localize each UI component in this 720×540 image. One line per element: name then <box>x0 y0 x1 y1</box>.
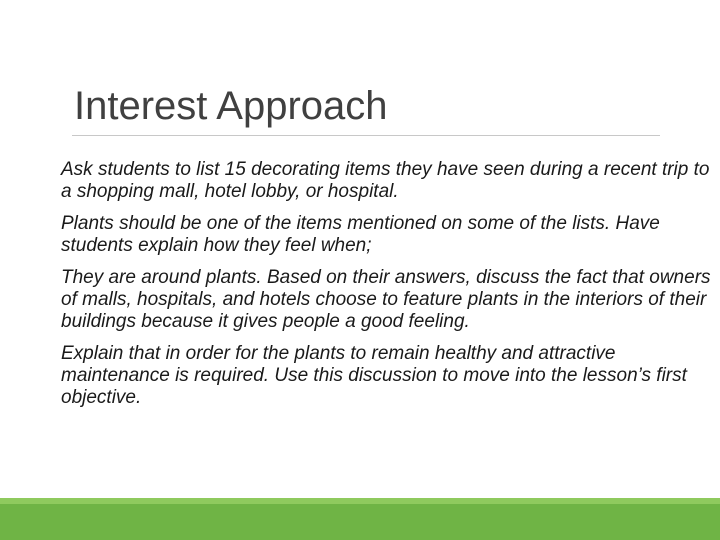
body-paragraph: They are around plants. Based on their answers, discuss the fact that owners of malls, hospitals, and hotels choose to feature plants in the interiors of their buildings because it gives people a good feeling. <box>61 267 711 332</box>
slide-body <box>61 159 717 419</box>
body-paragraph: Plants should be one of the items mentioned on some of the lists. Have students explain how they feel when; <box>61 213 660 256</box>
body-paragraph: Explain that in order for the plants to remain healthy and attractive maintenance is required. Use this discussion to move into the lesson’s first objective. <box>61 343 687 408</box>
footer-accent-highlight <box>0 498 720 504</box>
footer-accent-bar <box>0 498 720 540</box>
body-paragraph: Ask students to list 15 decorating items they have seen during a recent trip to a shopping mall, hotel lobby, or hospital. <box>61 159 710 202</box>
slide-title: Interest Approach <box>74 84 388 128</box>
title-underline <box>72 135 660 136</box>
